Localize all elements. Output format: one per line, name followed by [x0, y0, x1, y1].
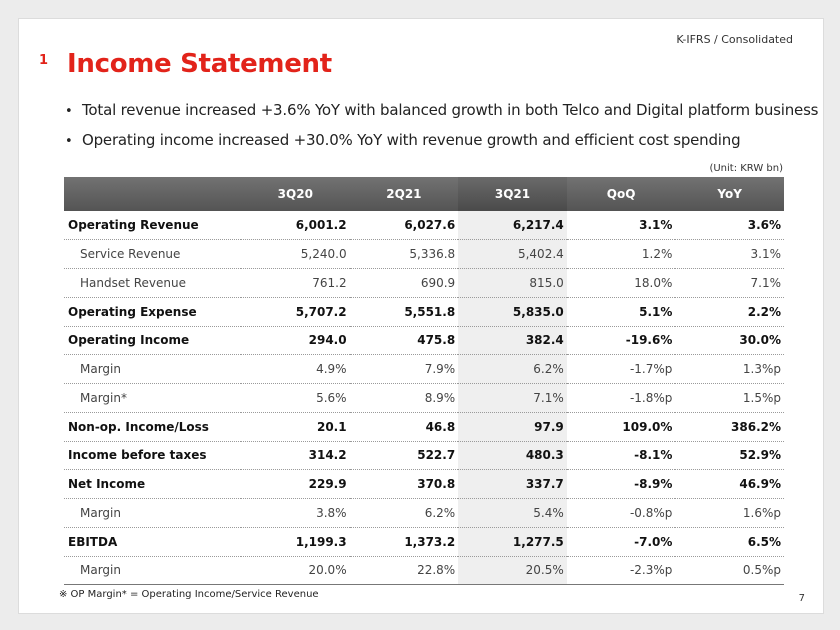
bullet-item: • Operating income increased +30.0% YoY with revenue growth and efficient cost spending [65, 129, 818, 159]
cell-3q21: 5,835.0 [458, 297, 567, 326]
cell-3q21: 20.5% [458, 556, 567, 585]
section-number: 1 [39, 53, 49, 68]
cell-yoy: 52.9% [675, 441, 784, 470]
table-row [64, 240, 784, 269]
cell-qoq: 109.0% [567, 412, 676, 441]
cell-yoy: 7.1% [675, 269, 784, 298]
cell-3q21: 1,277.5 [458, 527, 567, 556]
page-title: Income Statement [67, 49, 332, 79]
cell-qoq: 3.1% [567, 211, 676, 240]
footnote: ※ OP Margin* = Operating Income/Service Revenue [59, 589, 319, 600]
unit-label: (Unit: KRW bn) [709, 163, 783, 174]
accounting-standard-label: K-IFRS / Consolidated [676, 33, 793, 46]
cell-2q21: 5,551.8 [350, 297, 459, 326]
cell-3q21: 480.3 [458, 441, 567, 470]
cell-2q21: 5,336.8 [350, 240, 459, 269]
cell-2q21: 522.7 [350, 441, 459, 470]
row-label: Non-op. Income/Loss [64, 412, 241, 441]
cell-2q21: 6.2% [350, 499, 459, 528]
cell-3q21: 6.2% [458, 355, 567, 384]
cell-qoq: -8.9% [567, 470, 676, 499]
cell-2q21: 690.9 [350, 269, 459, 298]
column-header-qoq: QoQ [567, 177, 676, 211]
cell-2q21: 475.8 [350, 326, 459, 355]
table-row [64, 470, 784, 499]
table-row [64, 499, 784, 528]
row-label: Income before taxes [64, 441, 241, 470]
cell-qoq: 18.0% [567, 269, 676, 298]
row-label: Margin [64, 556, 241, 585]
cell-2q21: 370.8 [350, 470, 459, 499]
row-label: Margin* [64, 384, 241, 413]
table-row [64, 297, 784, 326]
column-header-item [64, 177, 241, 211]
cell-yoy: 386.2% [675, 412, 784, 441]
table-row [64, 384, 784, 413]
cell-qoq: -1.8%p [567, 384, 676, 413]
cell-yoy: 0.5%p [675, 556, 784, 585]
table-body [64, 211, 784, 585]
row-label: Operating Income [64, 326, 241, 355]
row-label: Margin [64, 355, 241, 384]
cell-3q21: 7.1% [458, 384, 567, 413]
page-number: 7 [798, 593, 805, 604]
row-label: Operating Revenue [64, 211, 241, 240]
cell-3q20: 294.0 [241, 326, 350, 355]
cell-2q21: 6,027.6 [350, 211, 459, 240]
table-row [64, 355, 784, 384]
bullet-item: • Total revenue increased +3.6% YoY with balanced growth in both Telco and Digital platform business [65, 99, 818, 129]
cell-yoy: 6.5% [675, 527, 784, 556]
table-row [64, 269, 784, 298]
cell-qoq: -8.1% [567, 441, 676, 470]
table-header-row [64, 177, 784, 211]
cell-qoq: -2.3%p [567, 556, 676, 585]
cell-3q20: 6,001.2 [241, 211, 350, 240]
cell-3q20: 20.1 [241, 412, 350, 441]
cell-yoy: 1.6%p [675, 499, 784, 528]
cell-qoq: 1.2% [567, 240, 676, 269]
summary-bullets [65, 99, 818, 159]
cell-yoy: 46.9% [675, 470, 784, 499]
cell-3q21: 815.0 [458, 269, 567, 298]
cell-3q20: 3.8% [241, 499, 350, 528]
cell-yoy: 30.0% [675, 326, 784, 355]
cell-qoq: -19.6% [567, 326, 676, 355]
column-header-3q21: 3Q21 [458, 177, 567, 211]
cell-2q21: 46.8 [350, 412, 459, 441]
cell-3q20: 5,240.0 [241, 240, 350, 269]
row-label: Service Revenue [64, 240, 241, 269]
cell-2q21: 8.9% [350, 384, 459, 413]
column-header-yoy: YoY [675, 177, 784, 211]
row-label: EBITDA [64, 527, 241, 556]
row-label: Handset Revenue [64, 269, 241, 298]
cell-3q21: 337.7 [458, 470, 567, 499]
cell-qoq: -0.8%p [567, 499, 676, 528]
cell-3q21: 382.4 [458, 326, 567, 355]
cell-3q21: 5.4% [458, 499, 567, 528]
cell-3q20: 20.0% [241, 556, 350, 585]
cell-qoq: 5.1% [567, 297, 676, 326]
slide [18, 18, 824, 614]
cell-3q20: 4.9% [241, 355, 350, 384]
cell-yoy: 2.2% [675, 297, 784, 326]
cell-3q21: 5,402.4 [458, 240, 567, 269]
cell-yoy: 1.3%p [675, 355, 784, 384]
cell-qoq: -1.7%p [567, 355, 676, 384]
cell-2q21: 7.9% [350, 355, 459, 384]
cell-3q20: 5.6% [241, 384, 350, 413]
table-row [64, 556, 784, 585]
column-header-2q21: 2Q21 [350, 177, 459, 211]
table-row [64, 441, 784, 470]
cell-3q21: 6,217.4 [458, 211, 567, 240]
cell-qoq: -7.0% [567, 527, 676, 556]
table-row [64, 211, 784, 240]
cell-3q20: 5,707.2 [241, 297, 350, 326]
column-header-3q20: 3Q20 [241, 177, 350, 211]
cell-yoy: 1.5%p [675, 384, 784, 413]
row-label: Net Income [64, 470, 241, 499]
table-row [64, 326, 784, 355]
table-row [64, 412, 784, 441]
cell-yoy: 3.1% [675, 240, 784, 269]
cell-2q21: 22.8% [350, 556, 459, 585]
cell-3q20: 1,199.3 [241, 527, 350, 556]
cell-2q21: 1,373.2 [350, 527, 459, 556]
row-label: Operating Expense [64, 297, 241, 326]
cell-3q20: 314.2 [241, 441, 350, 470]
cell-3q20: 229.9 [241, 470, 350, 499]
row-label: Margin [64, 499, 241, 528]
table-row [64, 527, 784, 556]
income-statement-table [64, 177, 784, 585]
cell-3q21: 97.9 [458, 412, 567, 441]
cell-yoy: 3.6% [675, 211, 784, 240]
cell-3q20: 761.2 [241, 269, 350, 298]
